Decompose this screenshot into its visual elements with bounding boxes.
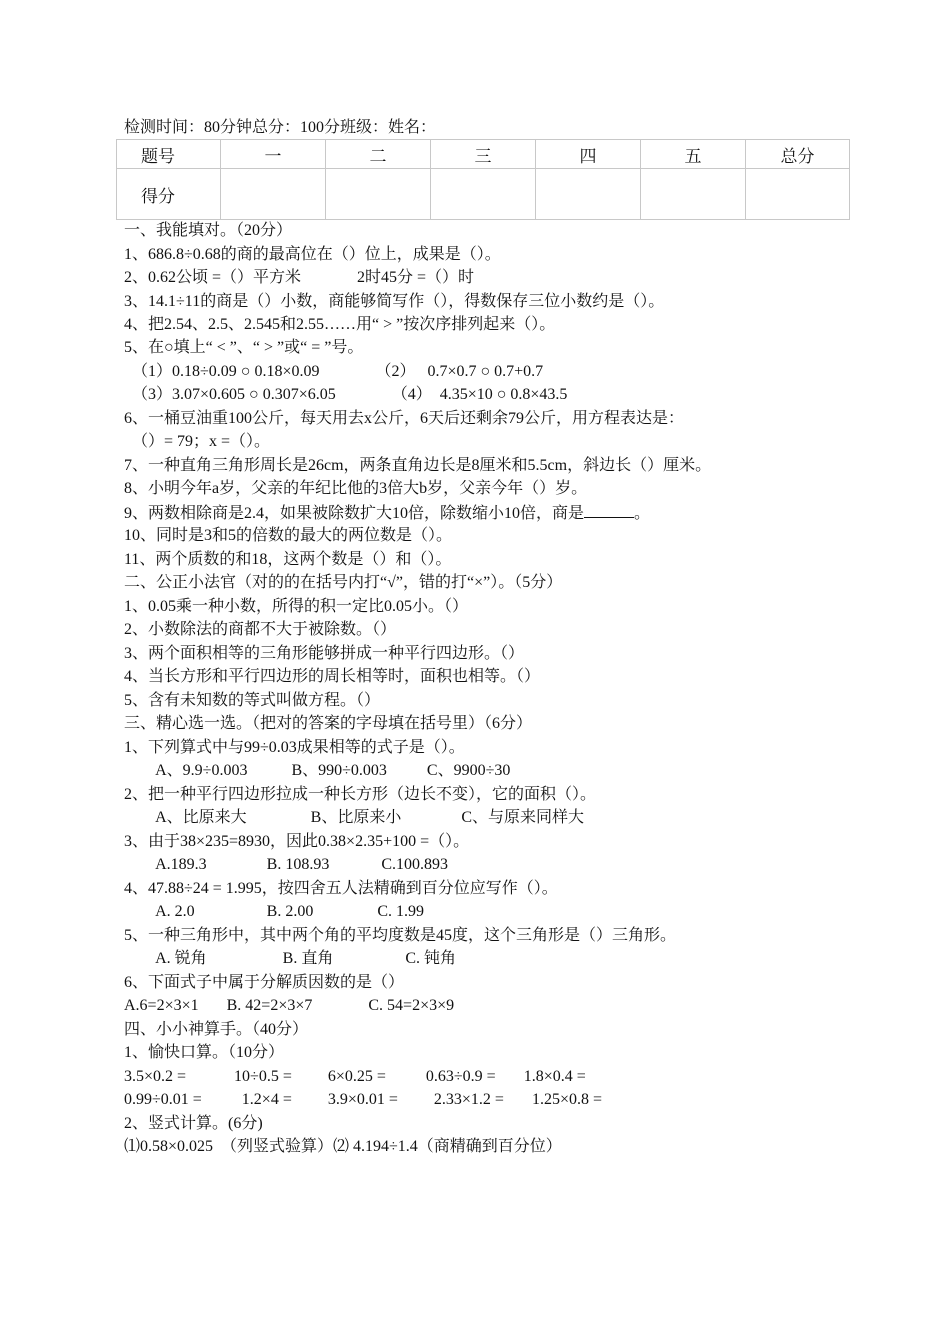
choice-line: A.6=2×3×1 B. 42=2×3×7 C. 54=2×3×9	[124, 997, 455, 1014]
question-line: 8、小明今年a岁，父亲的年纪比他的3倍大b岁，父亲今年（）岁。	[124, 480, 588, 497]
question-line: 1、愉快口算。（10分）	[124, 1044, 285, 1061]
question-line	[124, 503, 650, 524]
question-line: 2、竖式计算。(6分)	[124, 1115, 263, 1132]
score-cell	[221, 169, 326, 220]
question-line: 4、47.88÷24 = 1.995，按四舍五人法精确到百分位应写作（）。	[124, 880, 558, 897]
score-table	[116, 139, 850, 220]
choice-line: A.189.3 B. 108.93 C.100.893	[124, 856, 449, 873]
choice-line: A. 锐角 B. 直角 C. 钝角	[124, 950, 457, 967]
choice-line: A、9.9÷0.003 B、990÷0.003 C、9900÷30	[124, 762, 511, 779]
question-line: 11、两个质数的和18，这两个数是（）和（）。	[124, 551, 452, 568]
score-header-cell: 总分	[746, 140, 850, 169]
score-header-cell: 一	[221, 140, 326, 169]
score-cell	[536, 169, 641, 220]
score-cell	[746, 169, 850, 220]
question-line: 3、由于38×235=8930，因此0.38×2.35+100 =（）。	[124, 833, 470, 850]
question-line: 3、14.1÷11的商是（）小数，商能够简写作（），得数保存三位小数约是（）。	[124, 293, 665, 310]
question-line: 5、一种三角形中，其中两个角的平均度数是45度，这个三角形是（）三角形。	[124, 927, 677, 944]
question-line: 5、含有未知数的等式叫做方程。（）	[124, 692, 381, 709]
question-line: 6、一桶豆油重100公斤，每天用去x公斤，6天后还剩余79公斤，用方程表达是：	[124, 410, 685, 427]
question-line: 7、一种直角三角形周长是26cm，两条直角边长是8厘米和5.5cm，斜边长（）厘米。	[124, 457, 712, 474]
question-line: 4、把2.54、2.5、2.545和2.55……用“ > ”按次序排列起来（）。	[124, 316, 556, 333]
question-text-end: 。	[634, 505, 651, 522]
score-header-cell: 五	[641, 140, 746, 169]
score-cell	[431, 169, 536, 220]
score-table-score-row	[117, 169, 850, 220]
question-line: （）= 79；x =（）。	[132, 433, 271, 450]
score-header-cell: 三	[431, 140, 536, 169]
question-line: 2、小数除法的商都不大于被除数。（）	[124, 621, 397, 638]
score-cell	[641, 169, 746, 220]
score-row-label: 得分	[117, 169, 221, 220]
choice-line: A、比原来大 B、比原来小 C、与原来同样大	[124, 809, 585, 826]
question-line: 1、下列算式中与99÷0.03成果相等的式子是（）。	[124, 739, 465, 756]
question-line: 一、我能填对。（20分）	[124, 222, 293, 239]
question-line: 3、两个面积相等的三角形能够拼成一种平行四边形。（）	[124, 645, 525, 662]
question-line: 2、把一种平行四边形拉成一种长方形（边长不变），它的面积（）。	[124, 786, 597, 803]
question-text: 9、两数相除商是2.4，如果被除数扩大10倍，除数缩小10倍，商是	[124, 505, 585, 522]
question-line: 6、下面式子中属于分解质因数的是（）	[124, 974, 405, 991]
choice-line: A. 2.0 B. 2.00 C. 1.99	[124, 903, 425, 920]
question-line: 2、0.62公顷 =（）平方米 2时45分 =（）时	[124, 269, 475, 286]
question-line: 10、同时是3和5的倍数的最大的两位数是（）。	[124, 527, 453, 544]
calc-line: 0.99÷0.01 = 1.2×4 = 3.9×0.01 = 2.33×1.2 = 1.25×0.8 =	[124, 1091, 602, 1108]
question-line: ⑴0.58×0.025 （列竖式验算）⑵ 4.194÷1.4（商精确到百分位）	[124, 1138, 562, 1155]
score-header-cell: 二	[326, 140, 431, 169]
question-line: 5、在○填上“ < ”、“ > ”或“ = ”号。	[124, 339, 364, 356]
exam-header: 检测时间：80分钟总分：100分班级：姓名：	[124, 119, 437, 136]
calc-line: 3.5×0.2 = 10÷0.5 = 6×0.25 = 0.63÷0.9 = 1.8×0.4 =	[124, 1068, 586, 1085]
section-heading: 三、精心选一选。（把对的答案的字母填在括号里）（6分）	[124, 715, 533, 732]
question-line: （3）3.07×0.605 ○ 0.307×6.05 （4） 4.35×10 ○ 0.8×43.5	[132, 386, 568, 403]
score-table-header-row	[117, 140, 850, 169]
question-line: 4、当长方形和平行四边形的周长相等时，面积也相等。（）	[124, 668, 541, 685]
question-line: 1、0.05乘一种小数，所得的积一定比0.05小。（）	[124, 598, 469, 615]
answer-blank	[584, 503, 634, 518]
section-heading: 四、小小神算手。（40分）	[124, 1021, 309, 1038]
score-cell	[326, 169, 431, 220]
question-line: （1）0.18÷0.09 ○ 0.18×0.09 （2） 0.7×0.7 ○ 0.7+0.7	[132, 363, 544, 380]
question-line: 1、686.8÷0.68的商的最高位在（）位上，成果是（）。	[124, 246, 501, 263]
section-heading: 二、公正小法官（对的的在括号内打“√”，错的打“×”）。（5分）	[124, 574, 563, 591]
score-header-cell: 四	[536, 140, 641, 169]
score-header-cell: 题号	[117, 140, 221, 169]
